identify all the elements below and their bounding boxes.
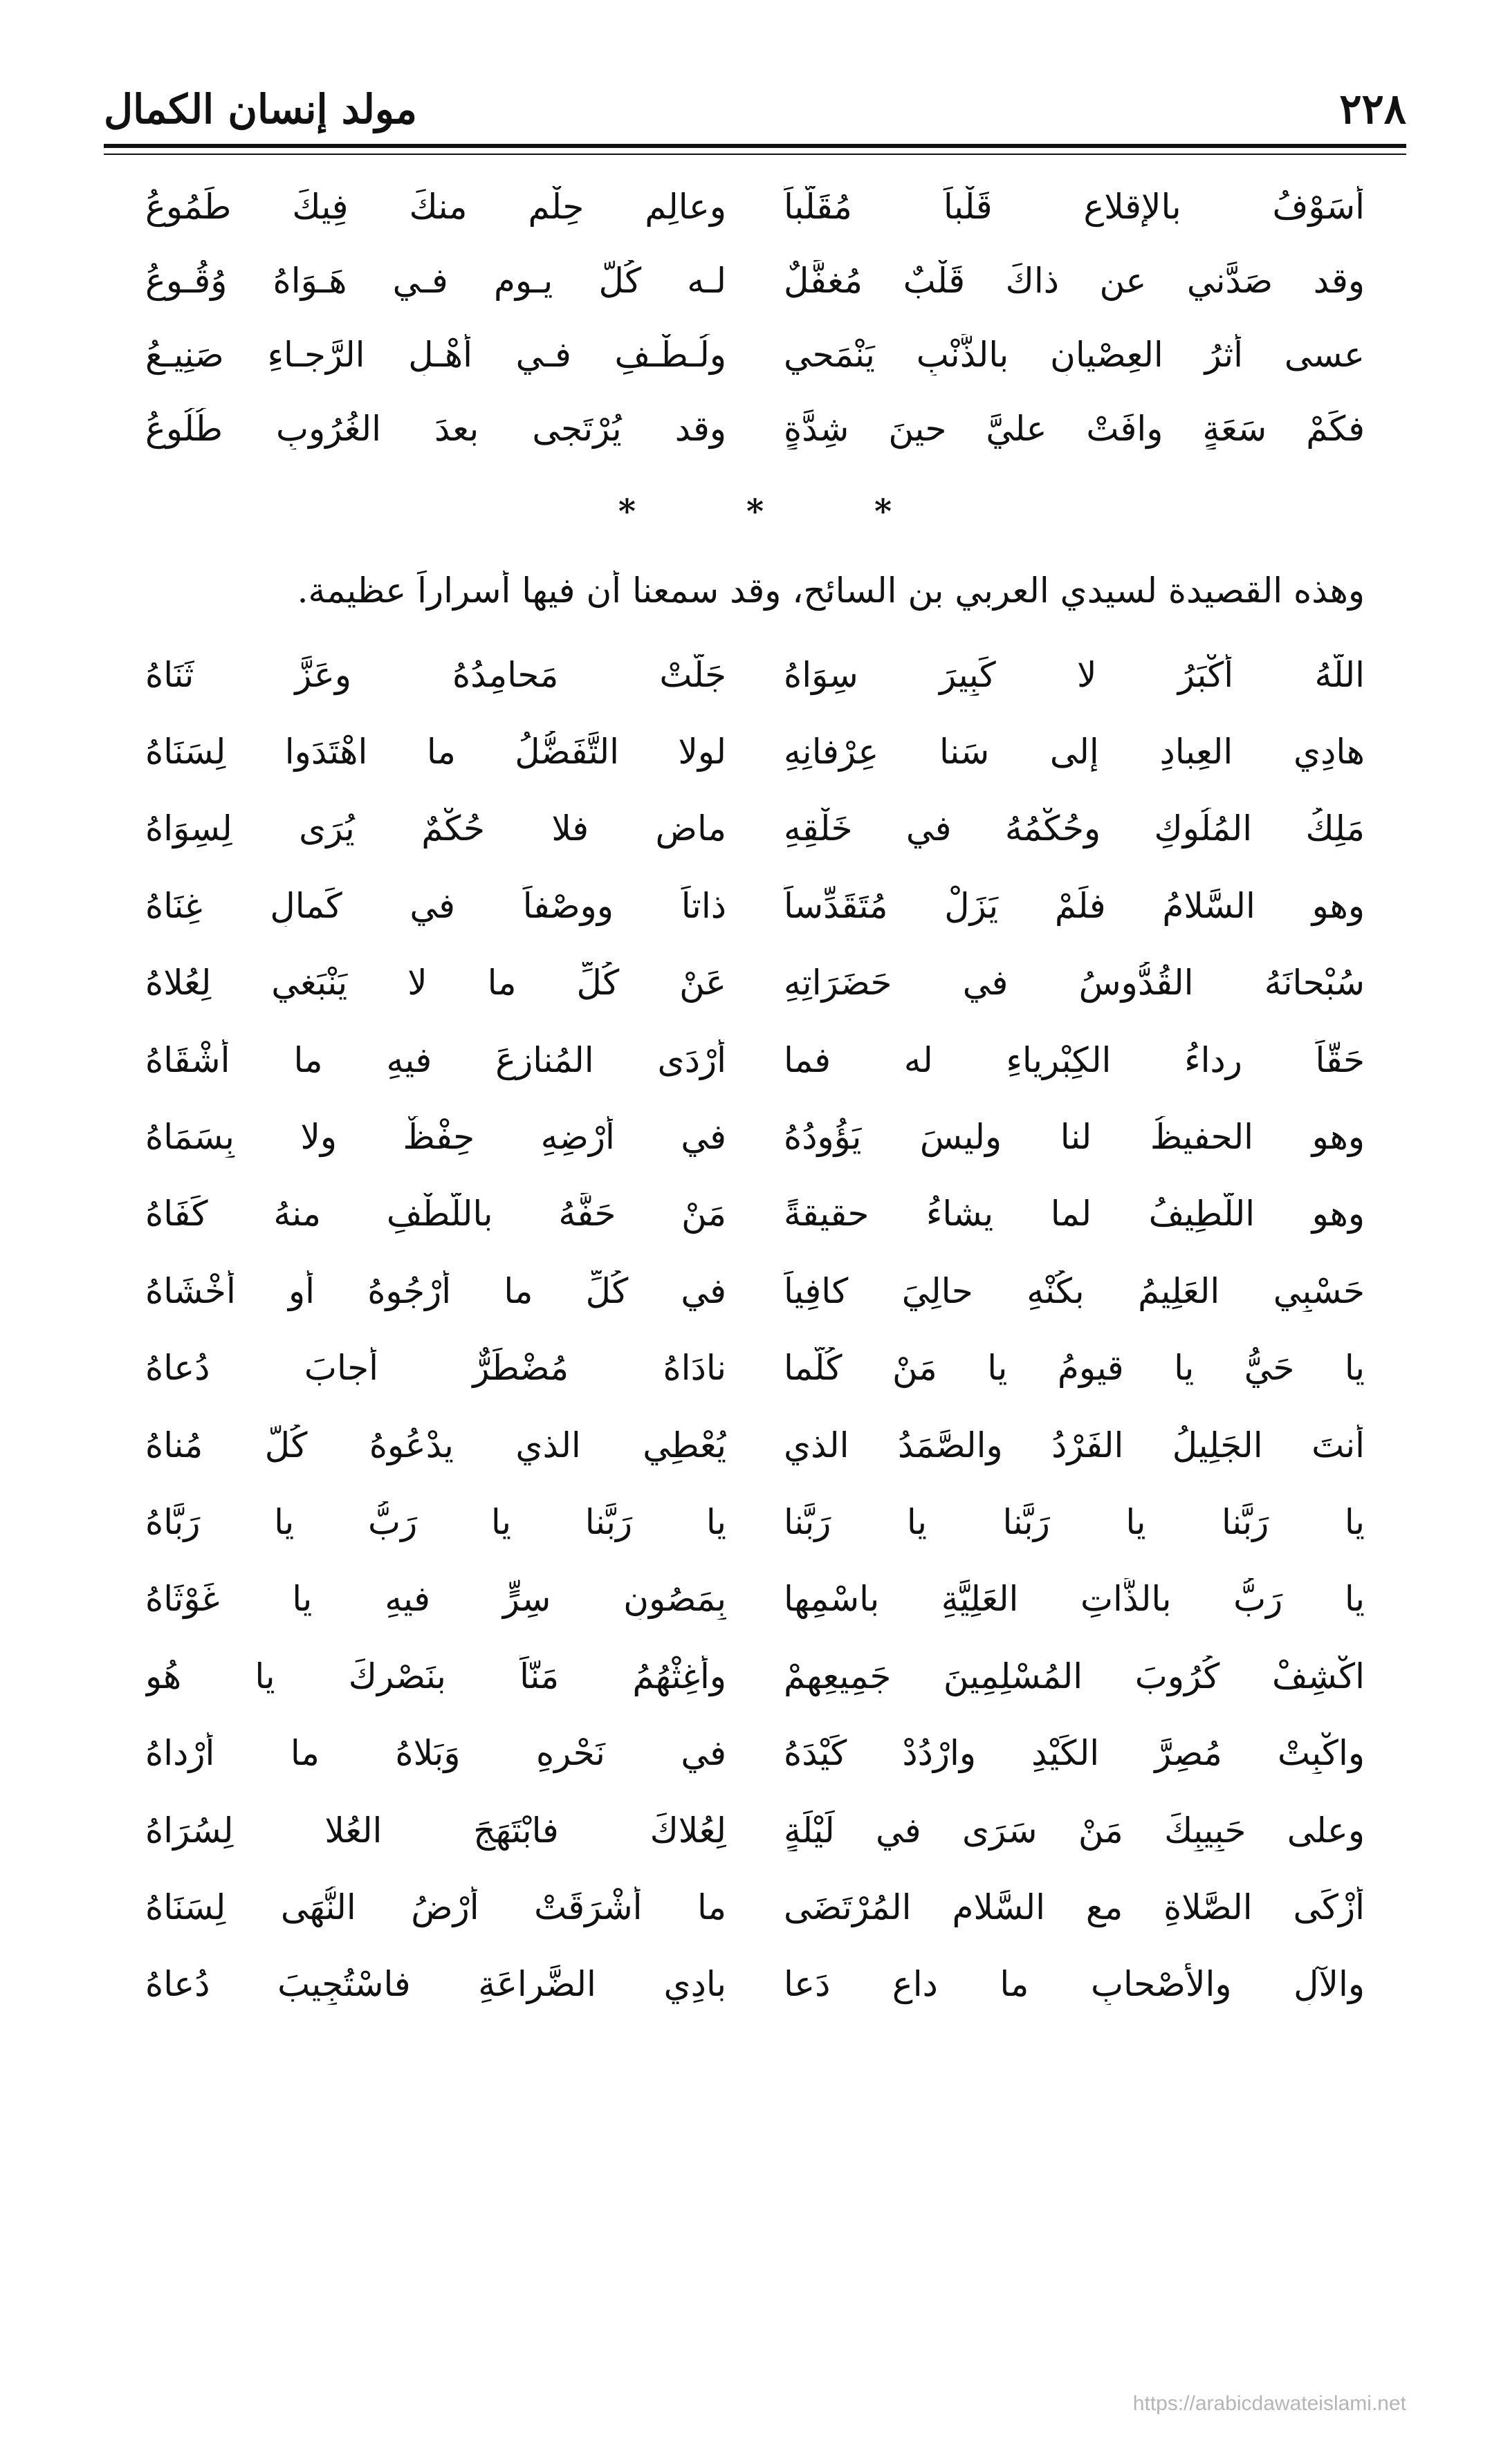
running-title: مولد إنسان الكمال	[104, 86, 417, 133]
second-hemistich: جَلَّتْ مَحامِدُهُ وعَزَّ ثَنَاهُ	[145, 654, 726, 695]
first-hemistich: اللّهُ أكْبَرُ لا كَبِيرَ سِوَاهُ	[784, 654, 1365, 695]
first-hemistich: حَسْبِي العَلِيمُ بكُنْهِ حالِيَ كافِياً	[784, 1270, 1365, 1311]
second-hemistich: لـه كُلَّ يـومٍ فـي هَـوَاهُ وُقُـوعُ	[145, 260, 726, 301]
second-hemistich: عَنْ كُلِّ ما لا يَنْبَغي لِعُلاهُ	[145, 963, 726, 1003]
verse-line	[145, 317, 1365, 391]
header-rule	[104, 144, 1406, 148]
asterisk: *	[874, 492, 892, 531]
verse-line	[145, 1561, 1365, 1638]
section-separator	[0, 492, 1510, 541]
first-hemistich: فكَمْ سَعَةٍ وافَتْ عليَّ حينَ شِدَّةٍ	[784, 408, 1365, 449]
verse-line	[145, 713, 1365, 790]
second-hemistich: ما أشْرَقَتْ أرْضُ النُّهَى لِسَنَاهُ	[145, 1887, 726, 1927]
verse-line	[145, 169, 1365, 243]
page-number: ٢٢٨	[1339, 85, 1406, 133]
first-hemistich: يا رَبُّ بالذَّاتِ العَلِيَّةِ باسْمِها	[784, 1579, 1365, 1620]
asterisk: *	[618, 492, 636, 531]
verse-line	[145, 1869, 1365, 1945]
verse-line	[145, 1792, 1365, 1869]
second-hemistich: ماضٍ فلا حُكْمٌ يُرَى لِسِوَاهُ	[145, 808, 726, 849]
second-hemistich: ذاتاً ووصْفاً في كَمالِ غِنَاهُ	[145, 885, 726, 926]
verse-line	[145, 1946, 1365, 2023]
first-hemistich: هادِي العِبادِ إلى سَنا عِرْفانِهِ	[784, 732, 1365, 772]
page-header	[104, 82, 1406, 137]
second-hemistich: وعالِم حِلْمٍ منكَ فِيكَ طَمُوعُ	[145, 186, 726, 227]
second-hemistich: نادَاهُ مُضْطَرٌّ أجابَ دُعاهُ	[145, 1348, 726, 1389]
verse-line	[145, 1638, 1365, 1714]
first-hemistich: أَسَوْفُ بالإقلاعِ قَلْباً مُقَلَّباً	[784, 186, 1365, 227]
second-hemistich: ولُـطْـفِ فـي أهْـلِ الرَّجـاءِ صَنِيـعُ	[145, 334, 726, 375]
poem-top	[145, 169, 1365, 465]
verse-line	[145, 1176, 1365, 1252]
second-hemistich: لولا التَّفَضُّلُ ما اهْتَدَوا لِسَنَاهُ	[145, 732, 726, 772]
source-watermark: https://arabicdawateislami.net	[1132, 2392, 1406, 2415]
first-hemistich: يا رَبَّنا يا رَبَّنا يا رَبَّنا	[784, 1501, 1365, 1542]
header-rule-thin	[104, 154, 1406, 155]
second-hemistich: بِمَصُونِ سِرٍّ فيهِ يا غَوْثَاهُ	[145, 1579, 726, 1620]
first-hemistich: عسى أثرُ العِصْيانِ بالذَّنْبِ يَنْمَحي	[784, 334, 1365, 375]
verse-line	[145, 1330, 1365, 1407]
first-hemistich: واكْبِتْ مُصِرَّ الكَيْدِ وارْدُدْ كَيْدَهُ	[784, 1733, 1365, 1774]
second-hemistich: وأغِثْهُمُ مَنّاً بنَصْرِكَ يا هُو	[145, 1656, 726, 1696]
first-hemistich: وهو السَّلامُ فلَمْ يَزَلْ مُتَقَدِّساً	[784, 885, 1365, 926]
verse-line	[145, 1098, 1365, 1175]
second-hemistich: في كُلِّ ما أرْجُوهُ أو أخْشَاهُ	[145, 1270, 726, 1311]
first-hemistich: حَقّاً رِداءُ الكِبْرِياءِ له فما	[784, 1039, 1365, 1080]
first-hemistich: سُبْحانَهُ القُدُّوسُ في حَضَرَاتِهِ	[784, 963, 1365, 1003]
second-hemistich: يُعْطِي الذي يدْعُوهُ كُلَّ مُناهُ	[145, 1425, 726, 1465]
first-hemistich: أنتَ الجَلِيلُ الفَرْدُ والصَّمَدُ الذي	[784, 1425, 1365, 1465]
first-hemistich: اكْشِفْ كُرُوبَ المُسْلِمِينَ جَمِيعِهِمْ	[784, 1656, 1365, 1696]
first-hemistich: وقد صَدَّني عن ذاكَ قَلْبٌ مُغفَّلٌ	[784, 260, 1365, 301]
verse-line	[145, 1714, 1365, 1791]
first-hemistich: وعلى حَبِيبِكَ مَنْ سَرَى في لَيْلَةٍ	[784, 1810, 1365, 1851]
verse-line	[145, 243, 1365, 317]
first-hemistich: مَلِكُ المُلُوكِ وحُكْمُهُ في خَلْقِهِ	[784, 808, 1365, 849]
first-hemistich: وهو الحفيظُ لنا وليسَ يَؤُودُهُ	[784, 1117, 1365, 1158]
first-hemistich: يا حَيُّ يا قيومُ يا مَنْ كُلَّما	[784, 1348, 1365, 1389]
second-hemistich: لِعُلاكَ فابْتَهَجَ العُلا لِسُرَاهُ	[145, 1810, 726, 1851]
first-hemistich: أزْكَى الصَّلاةِ مع السَّلامِ المُرْتَضَى	[784, 1887, 1365, 1927]
verse-line	[145, 790, 1365, 867]
verse-line	[145, 1407, 1365, 1483]
intro-text: وهذه القصيدة لسيدي العربي بن السائح، وقد سمعنا أن فيها أسراراً عظيمة.	[297, 571, 1365, 611]
second-hemistich: يا رَبَّنا يا رَبُّ يا رَبَّاهُ	[145, 1501, 726, 1542]
second-hemistich: مَنْ حَفَّهُ باللُّطْفِ منهُ كَفَاهُ	[145, 1194, 726, 1234]
second-hemistich: أرْدَى المُنازِعَ فيهِ ما أشْقَاهُ	[145, 1039, 726, 1080]
asterisk: *	[746, 492, 764, 531]
verse-line	[145, 1252, 1365, 1329]
first-hemistich: وهو اللَّطِيفُ لما يشاءُ حقيقةً	[784, 1194, 1365, 1234]
verse-line	[145, 1021, 1365, 1098]
poem-main	[145, 636, 1365, 2023]
second-hemistich: في نَحْرِهِ وَبَلاهُ ما أرْداهُ	[145, 1733, 726, 1774]
verse-line	[145, 636, 1365, 713]
verse-line	[145, 867, 1365, 944]
verse-line	[145, 1483, 1365, 1560]
second-hemistich: بادِي الضَّراعَةِ فاسْتُجِيبَ دُعاهُ	[145, 1964, 726, 2005]
verse-line	[145, 391, 1365, 465]
second-hemistich: في أرْضِهِ حِفْظٌ ولا بِسَمَاهُ	[145, 1117, 726, 1158]
first-hemistich: والآلِ والأصْحابِ ما داعٍ دَعا	[784, 1964, 1365, 2005]
verse-line	[145, 945, 1365, 1021]
second-hemistich: وقد يُرْتَجى بعدَ الغُرُوبِ طُلُوعُ	[145, 408, 726, 449]
